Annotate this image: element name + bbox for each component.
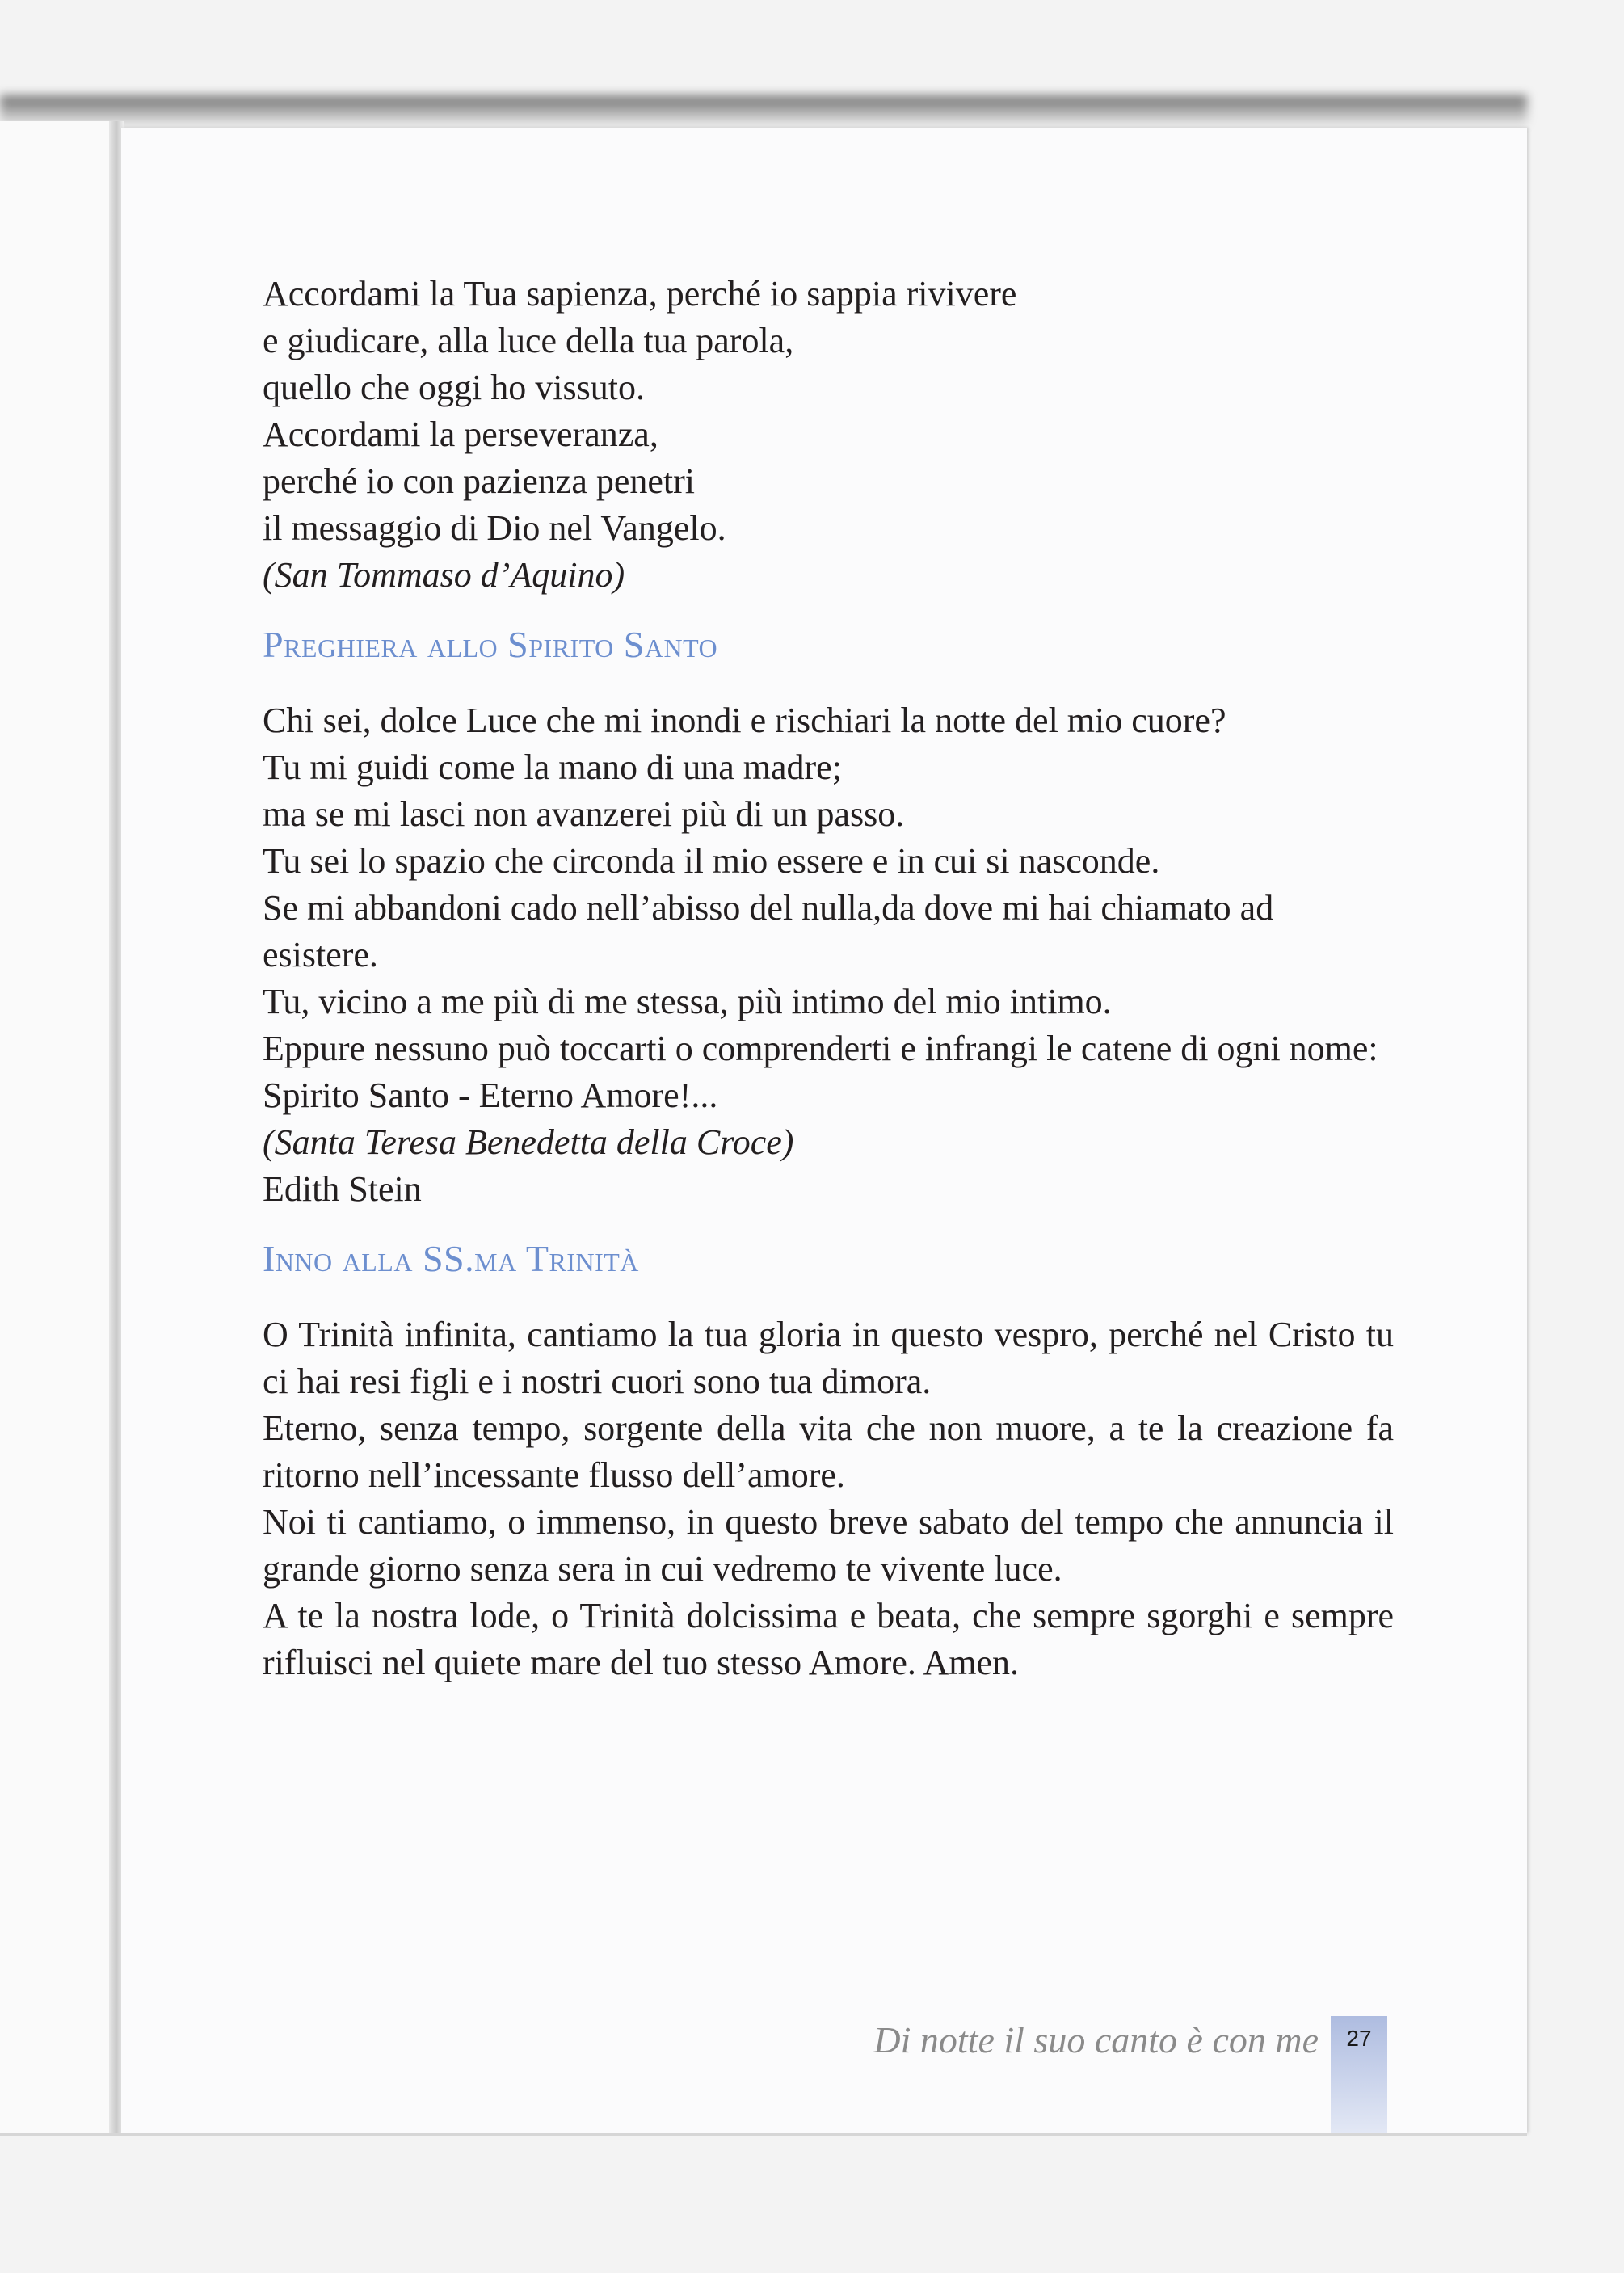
paragraph: O Trinità infinita, cantiamo la tua gloria in questo vespro, perché nel Cristo tu ci hai resi figli e i nostri cuori sono tua dimora. <box>263 1315 1394 1401</box>
page-shadow <box>0 95 1527 128</box>
section-heading: Preghiera allo Spirito Santo <box>263 624 718 665</box>
page-number-tab <box>1331 2016 1387 2133</box>
paragraph: Noi ti cantiamo, o immenso, in questo breve sabato del tempo che annuncia il grande giorno senza sera in cui vedremo te vivente luce. <box>263 1502 1394 1589</box>
facing-page-edge <box>0 121 122 2133</box>
text-line: il messaggio di Dio nel Vangelo. <box>263 508 726 548</box>
attribution: (San Tommaso d’Aquino) <box>263 555 625 595</box>
page-number: 27 <box>1346 2026 1372 2051</box>
text-line: Eppure nessuno può toccarti o comprenderti e infrangi le catene di ogni nome: Spirito Santo - Eterno Amore!... <box>263 1029 1378 1115</box>
text-line: Accordami la Tua sapienza, perché io sappia rivivere <box>263 274 1017 314</box>
page-content <box>263 271 1394 1686</box>
text-line: perché io con pazienza penetri <box>263 461 696 501</box>
prayer-spirito-santo <box>263 697 1394 1213</box>
paragraph: A te la nostra lode, o Trinità dolcissima e beata, che sempre sgorghi e sempre rifluisci nel quiete mare del tuo stesso Amore. Amen. <box>263 1596 1394 1682</box>
section-heading: Inno alla SS.ma Trinità <box>263 1238 639 1279</box>
running-footer: Di notte il suo canto è con me <box>873 2019 1319 2060</box>
paragraph: Eterno, senza tempo, sorgente della vita che non muore, a te la creazione fa ritorno nell’incessante flusso dell’amore. <box>263 1408 1394 1495</box>
page-bottom-edge <box>0 2133 1527 2136</box>
text-line: Chi sei, dolce Luce che mi inondi e rischiari la notte del mio cuore? <box>263 701 1226 740</box>
text-line: quello che oggi ho vissuto. <box>263 368 645 407</box>
inno-trinita <box>263 1311 1394 1686</box>
attribution: (Santa Teresa Benedetta della Croce) <box>263 1122 794 1162</box>
text-line: Tu sei lo spazio che circonda il mio essere e in cui si nasconde. <box>263 841 1160 881</box>
text-line: Accordami la perseveranza, <box>263 415 658 454</box>
text-line: Tu mi guidi come la mano di una madre; <box>263 747 842 787</box>
attribution-name: Edith Stein <box>263 1169 422 1209</box>
text-line: ma se mi lasci non avanzerei più di un passo. <box>263 794 905 834</box>
text-line: Se mi abbandoni cado nell’abisso del nulla,da dove mi hai chiamato ad esistere. <box>263 888 1274 974</box>
text-line: e giudicare, alla luce della tua parola, <box>263 321 794 360</box>
text-line: Tu, vicino a me più di me stessa, più intimo del mio intimo. <box>263 982 1112 1021</box>
prayer-sapienza <box>263 271 1394 599</box>
